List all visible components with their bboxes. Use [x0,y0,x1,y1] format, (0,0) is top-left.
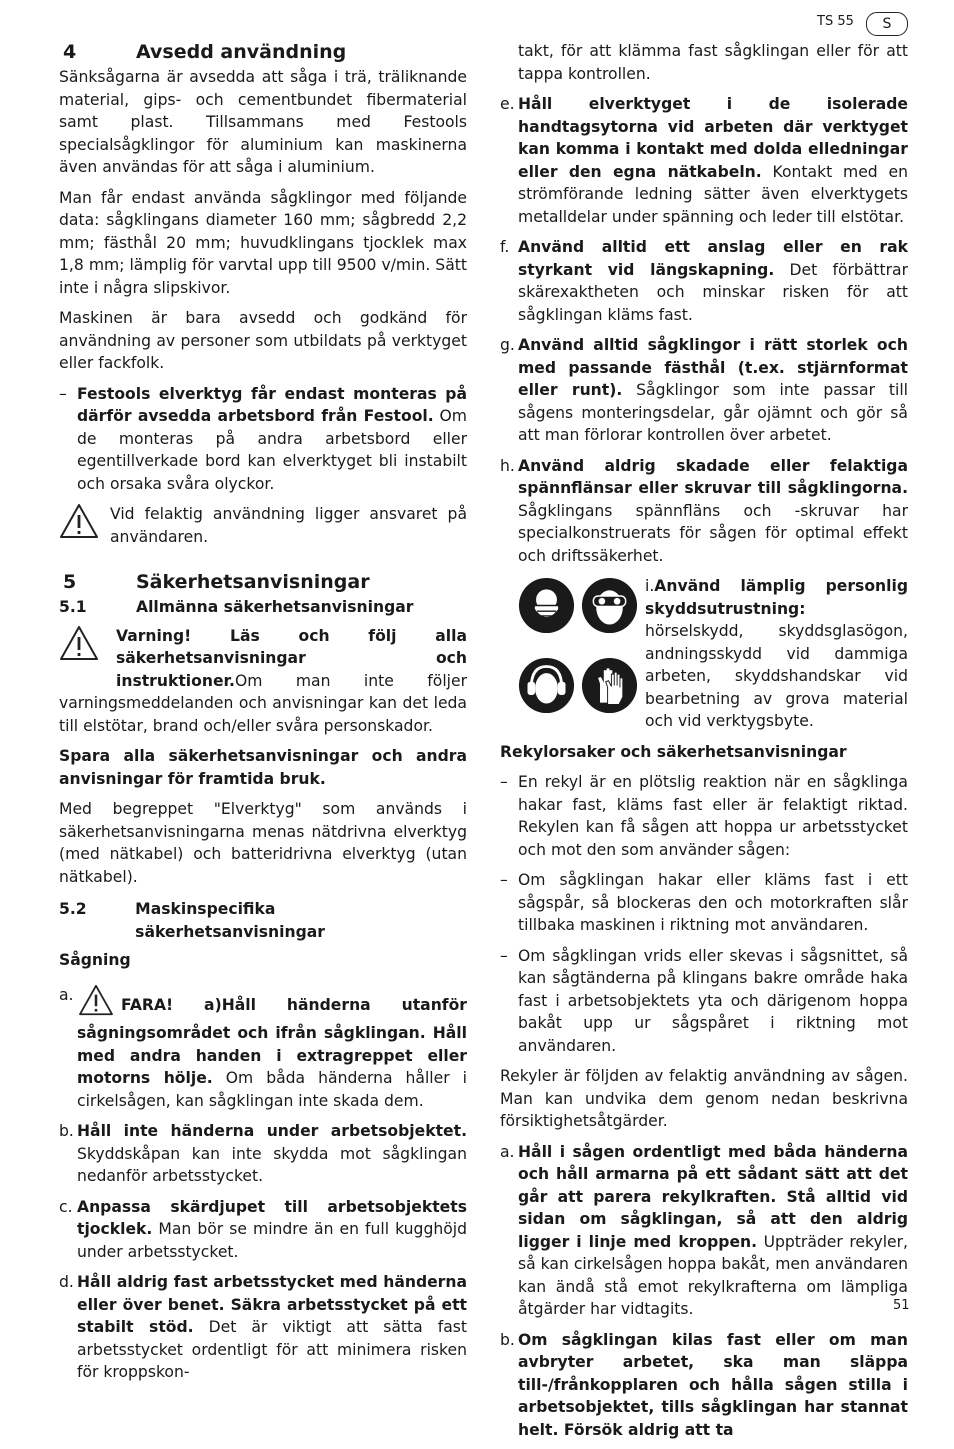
protective-gloves-icon [581,657,638,714]
safety-goggles-icon [581,577,638,634]
list-item: e. Håll elverktyget i de isolerade handtagsytorna vid arbeten där verktyget kan komma i kontakt med dolda elledningar eller den egna nätkabeln. Kontakt med en strömförande ledning sätter även elverktygets metalldelar under spänning och leder till elstötar. [500,95,909,226]
section-5-2-heading: 5.2 Maskinspecifika säkerhetsanvisningar [59,900,325,941]
dash-item: – Om sågklingan vrids eller skevas i sågsnittet, så kan sågtänderna på klingans bakre område haka fast i arbetsobjektets yta och därigenom hoppa bakåt upp ur sågspåret i riktning mot användaren. [500,946,908,1055]
model-label: TS 55 [817,14,854,29]
subheading: Sågning [59,951,131,969]
list-item: c. Anpassa skärdjupet till arbetsobjektets tjocklek. Man bör se mindre än en full kugghöjd under arbetsstycket. [59,1197,467,1261]
paragraph: Rekyler är följden av felaktig användning av sågen. Man kan undvika dem genom nedan beskrivna försiktighetsåtgärder. [500,1067,908,1130]
list-item: h. Använd aldrig skadade eller felaktiga spännflänsar eller skruvar till sågklingorna. Sågklingans spännfläns och -skruvar har specialkonstruerats för sågen för optimal effekt och driftssäkerhet. [500,456,908,565]
page-number: 51 [893,1298,910,1313]
ppe-block: i.Använd lämplig personlig skyddsutrustning: hörselskydd, skyddsglasögon, andningsskydd vid dammiga arbeten, skyddshandskar vid bearbetning av grova material och vid verktygsbyte. [500,575,908,733]
paragraph: Maskinen är bara avsedd och godkänd för användning av personer som utbildats på verktyget eller fackfolk. [59,309,467,372]
dash-item: – Festools elverktyg får endast monteras på därför avsedda arbetsbord från Festool. Om de monteras på andra arbetsbord eller egentillverkade bord kan elverktyget bli instabilt och orsaka svåra olyckor. [59,384,467,493]
left-column [59,40,467,1392]
warning-triangle-icon [59,503,110,548]
subheading: Rekylorsaker och säkerhetsanvisningar [500,742,847,761]
list-item: a. FARA! a)Håll händerna utanför sågningsområdet och ifrån sågklingan. Håll med andra handen i extragreppet eller motorns hölje. Om båda händerna håller i cirkelsågen, kan sågklingan inte skada dem. [59,985,467,1110]
warning-triangle-icon [59,625,116,673]
general-warning: Varning! Läs och följ alla säkerhetsanvisningar och instruktioner.Om man inte följer varningsmeddelanden och anvisningar kan det leda till elstötar, brand och/eller svåra personskador. [59,626,467,735]
language-badge: S [866,12,908,36]
paragraph: Man får endast använda sågklingor med följande data: sågklingans diameter 160 mm; sågbredd 2,2 mm; fästhål 20 mm; huvudklingans tjocklek max 1,8 mm; lämplig för varvtal upp till 9500 v/min. Sätt inte i några slipskivor. [59,188,467,297]
list-item: b. Håll inte händerna under arbetsobjektet. Skyddskåpan kan inte skydda mot sågklingan nedanför arbetsstycket. [59,1122,467,1185]
ear-protection-icon [518,657,575,714]
list-item: b. Om sågklingan kilas fast eller om man avbryter arbetet, ska man släppa till-/frånkopplaren och hålla sågen stilla i arbetsobjektet, tills sågklingan har stannat helt. Försök aldrig att ta [500,1330,908,1439]
paragraph: Sänksågarna är avsedda att såga i trä, träliknande material, gips- och cementbundet fibermaterial samt plast. Tillsammans med Festools specialsågklingor för aluminium kan maskinerna även användas för att såga i aluminium. [59,68,467,176]
right-column [500,40,908,1449]
list-item-continuation: takt, för att klämma fast sågklingan eller för att tappa kontrollen. [518,42,908,83]
dash-item: – Om sågklingan hakar eller kläms fast i ett sågspår, så blockeras den och motorkraften slår tillbaka maskinen i riktning mot användaren. [500,871,908,934]
list-item: a. Håll i sågen ordentligt med båda händerna och håll armarna på ett sådant sätt att det går att parera rekylkraften. Stå alltid vid sidan om sågklingan, så att den aldrig ligger i linje med kroppen. Uppträder rekyler, så kan cirkelsågen hoppa bakåt, men användaren kan ändå stå emot rekylkrafterna om lämpliga åtgärder har vidtagits. [500,1142,908,1318]
list-item: f. Använd alltid ett anslag eller en rak styrkant vid längskapning. Det förbättrar skärexaktheten och minskar risken för att sågklingan kläms fast. [500,238,908,324]
list-item: d. Håll aldrig fast arbetsstycket med händerna eller över benet. Säkra arbetsstycket på ett stabilt stöd. Det är viktigt att sätta fast arbetsstycket ordentligt för att minimera risken för kroppskon- [59,1273,468,1381]
warning-note: Vid felaktig användning ligger ansvaret på användaren. [59,503,467,548]
section-5-heading: 5 Säkerhetsanvisningar [63,571,370,593]
section-5-1-heading: 5.1 Allmänna säkerhetsanvisningar [59,598,414,616]
warning-triangle-icon [77,984,115,1023]
paragraph: Spara alla säkerhetsanvisningar och andra anvisningar för framtida bruk. [59,747,467,788]
dash-item: – En rekyl är en plötslig reaktion när en sågklinga hakar fast, kläms fast eller är felaktigt riktad. Rekylen kan få sågen att hoppa ur arbetsstycket och mot den som använder sågen: [500,773,908,859]
list-item: g. Använd alltid sågklingor i rätt storlek och med passande fästhål (t.ex. stjärnformat eller runt). Sågklingor som inte passar till sågens monteringsdelar, går ojämnt och gör så att man förlorar kontrollen över arbetet. [500,336,908,444]
section-4-heading: 4 Avsedd användning [63,41,347,63]
paragraph: Med begreppet "Elverktyg" som används i säkerhetsanvisningarna menas nätdrivna elverktyg (med nätkabel) och batteridrivna elverktyg (utan nätkabel). [59,800,467,886]
dust-mask-icon [518,577,575,634]
